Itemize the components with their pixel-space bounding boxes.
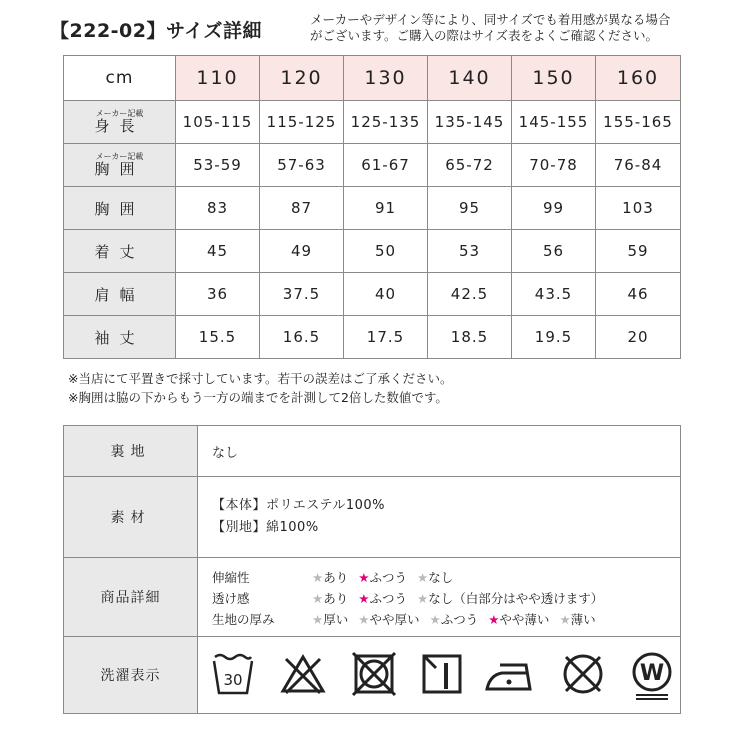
size-table (63, 55, 681, 359)
size-value-cell: 61-67 (344, 144, 428, 187)
row-sublabel: メーカー記載 (95, 152, 144, 161)
row-label (64, 101, 176, 144)
wet-clean-letter: W (639, 661, 665, 686)
detail-option-text: やや薄い (499, 611, 550, 627)
detail-option-text: なし (428, 569, 454, 585)
no-bleach-icon (280, 651, 326, 697)
row-label: 袖丈 (64, 316, 176, 359)
star-selected-icon: ★ (358, 569, 370, 585)
detail-item-row (212, 587, 680, 608)
unit-cell: cm (64, 56, 176, 101)
detail-option (358, 570, 407, 585)
page-title: 【222-02】サイズ詳細 (50, 20, 262, 42)
row-label: 肩幅 (64, 273, 176, 316)
size-value-cell: 45 (176, 230, 260, 273)
size-value-cell: 17.5 (344, 316, 428, 359)
size-value-cell: 46 (596, 273, 681, 316)
size-value-cell: 95 (428, 187, 512, 230)
product-detail-value (198, 558, 681, 637)
header (40, 12, 710, 48)
detail-option-text: ふつう (440, 611, 479, 627)
size-value-cell: 37.5 (260, 273, 344, 316)
detail-option (417, 570, 453, 585)
row-label (64, 144, 176, 187)
detail-item-row (212, 566, 680, 587)
wash-tub-30-icon (212, 651, 254, 697)
size-row-height (64, 101, 681, 144)
measurement-notes (68, 369, 452, 407)
row-label: 胸囲 (64, 187, 176, 230)
size-header-cell: 110 (176, 56, 260, 101)
row-label-text: 身長 (94, 117, 145, 135)
star-icon: ★ (416, 590, 429, 606)
row-sublabel: メーカー記載 (95, 109, 144, 118)
star-selected-icon: ★ (358, 590, 370, 606)
star-icon: ★ (416, 569, 429, 585)
star-icon: ★ (559, 611, 571, 627)
detail-option (358, 591, 407, 606)
size-value-cell: 18.5 (428, 316, 512, 359)
material-line: 【別地】綿100% (212, 520, 319, 535)
star-icon: ★ (312, 611, 324, 627)
detail-option (488, 612, 549, 627)
detail-options (312, 610, 606, 628)
wet-clean-icon (628, 651, 676, 701)
size-row-sleeve (64, 316, 681, 359)
detail-option (312, 612, 348, 627)
material-value (198, 477, 681, 558)
wash-temp-label: 30 (223, 671, 243, 689)
detail-option (417, 591, 603, 606)
detail-items (212, 566, 680, 629)
size-value-cell: 15.5 (176, 316, 260, 359)
size-row-chest-maker (64, 144, 681, 187)
size-value-cell: 145-155 (512, 101, 596, 144)
wash-label: 洗濯表示 (64, 637, 198, 714)
size-value-cell: 36 (176, 273, 260, 316)
lining-row (64, 426, 681, 477)
detail-option (312, 570, 348, 585)
size-value-cell: 105-115 (176, 101, 260, 144)
detail-option-text: なし（白部分はやや透けます） (428, 590, 604, 606)
size-value-cell: 50 (344, 230, 428, 273)
header-note (310, 12, 670, 44)
wash-icons (198, 645, 680, 705)
size-value-cell: 76-84 (596, 144, 681, 187)
wash-icons-cell (198, 637, 681, 714)
size-value-cell: 59 (596, 230, 681, 273)
detail-options (312, 568, 463, 586)
size-value-cell: 65-72 (428, 144, 512, 187)
detail-option-text: 薄い (570, 611, 596, 627)
size-value-cell: 87 (260, 187, 344, 230)
size-value-cell: 83 (176, 187, 260, 230)
product-detail-table (63, 425, 681, 714)
size-value-cell: 43.5 (512, 273, 596, 316)
no-tumble-dry-icon (351, 651, 397, 697)
size-value-cell: 56 (512, 230, 596, 273)
detail-item-name: 伸縮性 (212, 569, 250, 585)
size-value-cell: 99 (512, 187, 596, 230)
detail-option (429, 612, 478, 627)
size-header-row (64, 56, 681, 101)
detail-option-text: ふつう (369, 590, 407, 606)
size-value-cell: 16.5 (260, 316, 344, 359)
size-header-cell: 140 (428, 56, 512, 101)
size-value-cell: 125-135 (344, 101, 428, 144)
size-value-cell: 135-145 (428, 101, 512, 144)
size-value-cell: 70-78 (512, 144, 596, 187)
size-header-cell: 130 (344, 56, 428, 101)
size-value-cell: 53-59 (176, 144, 260, 187)
size-value-cell: 49 (260, 230, 344, 273)
product-detail-label: 商品詳細 (64, 558, 198, 637)
detail-option (559, 612, 595, 627)
size-value-cell: 42.5 (428, 273, 512, 316)
size-value-cell: 155-165 (596, 101, 681, 144)
detail-option (358, 612, 419, 627)
star-selected-icon: ★ (488, 611, 500, 627)
star-icon: ★ (312, 590, 324, 606)
detail-item-row (212, 608, 680, 629)
star-icon: ★ (312, 569, 324, 585)
detail-option-text: 厚い (323, 611, 349, 627)
row-label-text: 胸囲 (94, 160, 145, 178)
detail-option (312, 591, 348, 606)
size-header-cell: 120 (260, 56, 344, 101)
size-header-cell: 160 (596, 56, 681, 101)
detail-item-name: 透け感 (212, 590, 250, 606)
star-icon: ★ (429, 611, 441, 627)
header-note-line: がございます。ご購入の際はサイズ表をよくご確認ください。 (310, 28, 659, 43)
low-iron-icon (484, 651, 538, 697)
lining-value: なし (198, 426, 681, 477)
material-row (64, 477, 681, 558)
size-value-cell: 115-125 (260, 101, 344, 144)
detail-item-name: 生地の厚み (212, 611, 275, 627)
size-value-cell: 19.5 (512, 316, 596, 359)
header-note-line: メーカーやデザイン等により、同サイズでも着用感が異なる場合 (310, 12, 671, 27)
product-detail-row (64, 558, 681, 637)
material-label: 素材 (64, 477, 198, 558)
line-dry-shade-icon (420, 651, 464, 697)
size-value-cell: 20 (596, 316, 681, 359)
size-value-cell: 57-63 (260, 144, 344, 187)
size-value-cell: 103 (596, 187, 681, 230)
lining-label: 裏地 (64, 426, 198, 477)
note-line: ※胸囲は脇の下からもう一方の端までを計測して2倍した数値です。 (68, 390, 448, 405)
size-value-cell: 40 (344, 273, 428, 316)
size-row-length (64, 230, 681, 273)
row-label: 着丈 (64, 230, 176, 273)
material-line: 【本体】ポリエステル100% (212, 498, 385, 513)
no-dry-clean-icon (560, 651, 606, 697)
note-line: ※当店にて平置きで採寸しています。若干の誤差はご了承ください。 (68, 371, 453, 386)
detail-option-text: あり (323, 590, 349, 606)
size-row-chest (64, 187, 681, 230)
star-icon: ★ (358, 611, 370, 627)
detail-option-text: やや厚い (369, 611, 420, 627)
size-value-cell: 53 (428, 230, 512, 273)
detail-option-text: ふつう (369, 569, 407, 585)
detail-option-text: あり (323, 569, 349, 585)
detail-options (312, 589, 613, 607)
size-value-cell: 91 (344, 187, 428, 230)
size-row-shoulder (64, 273, 681, 316)
size-header-cell: 150 (512, 56, 596, 101)
wash-row (64, 637, 681, 714)
